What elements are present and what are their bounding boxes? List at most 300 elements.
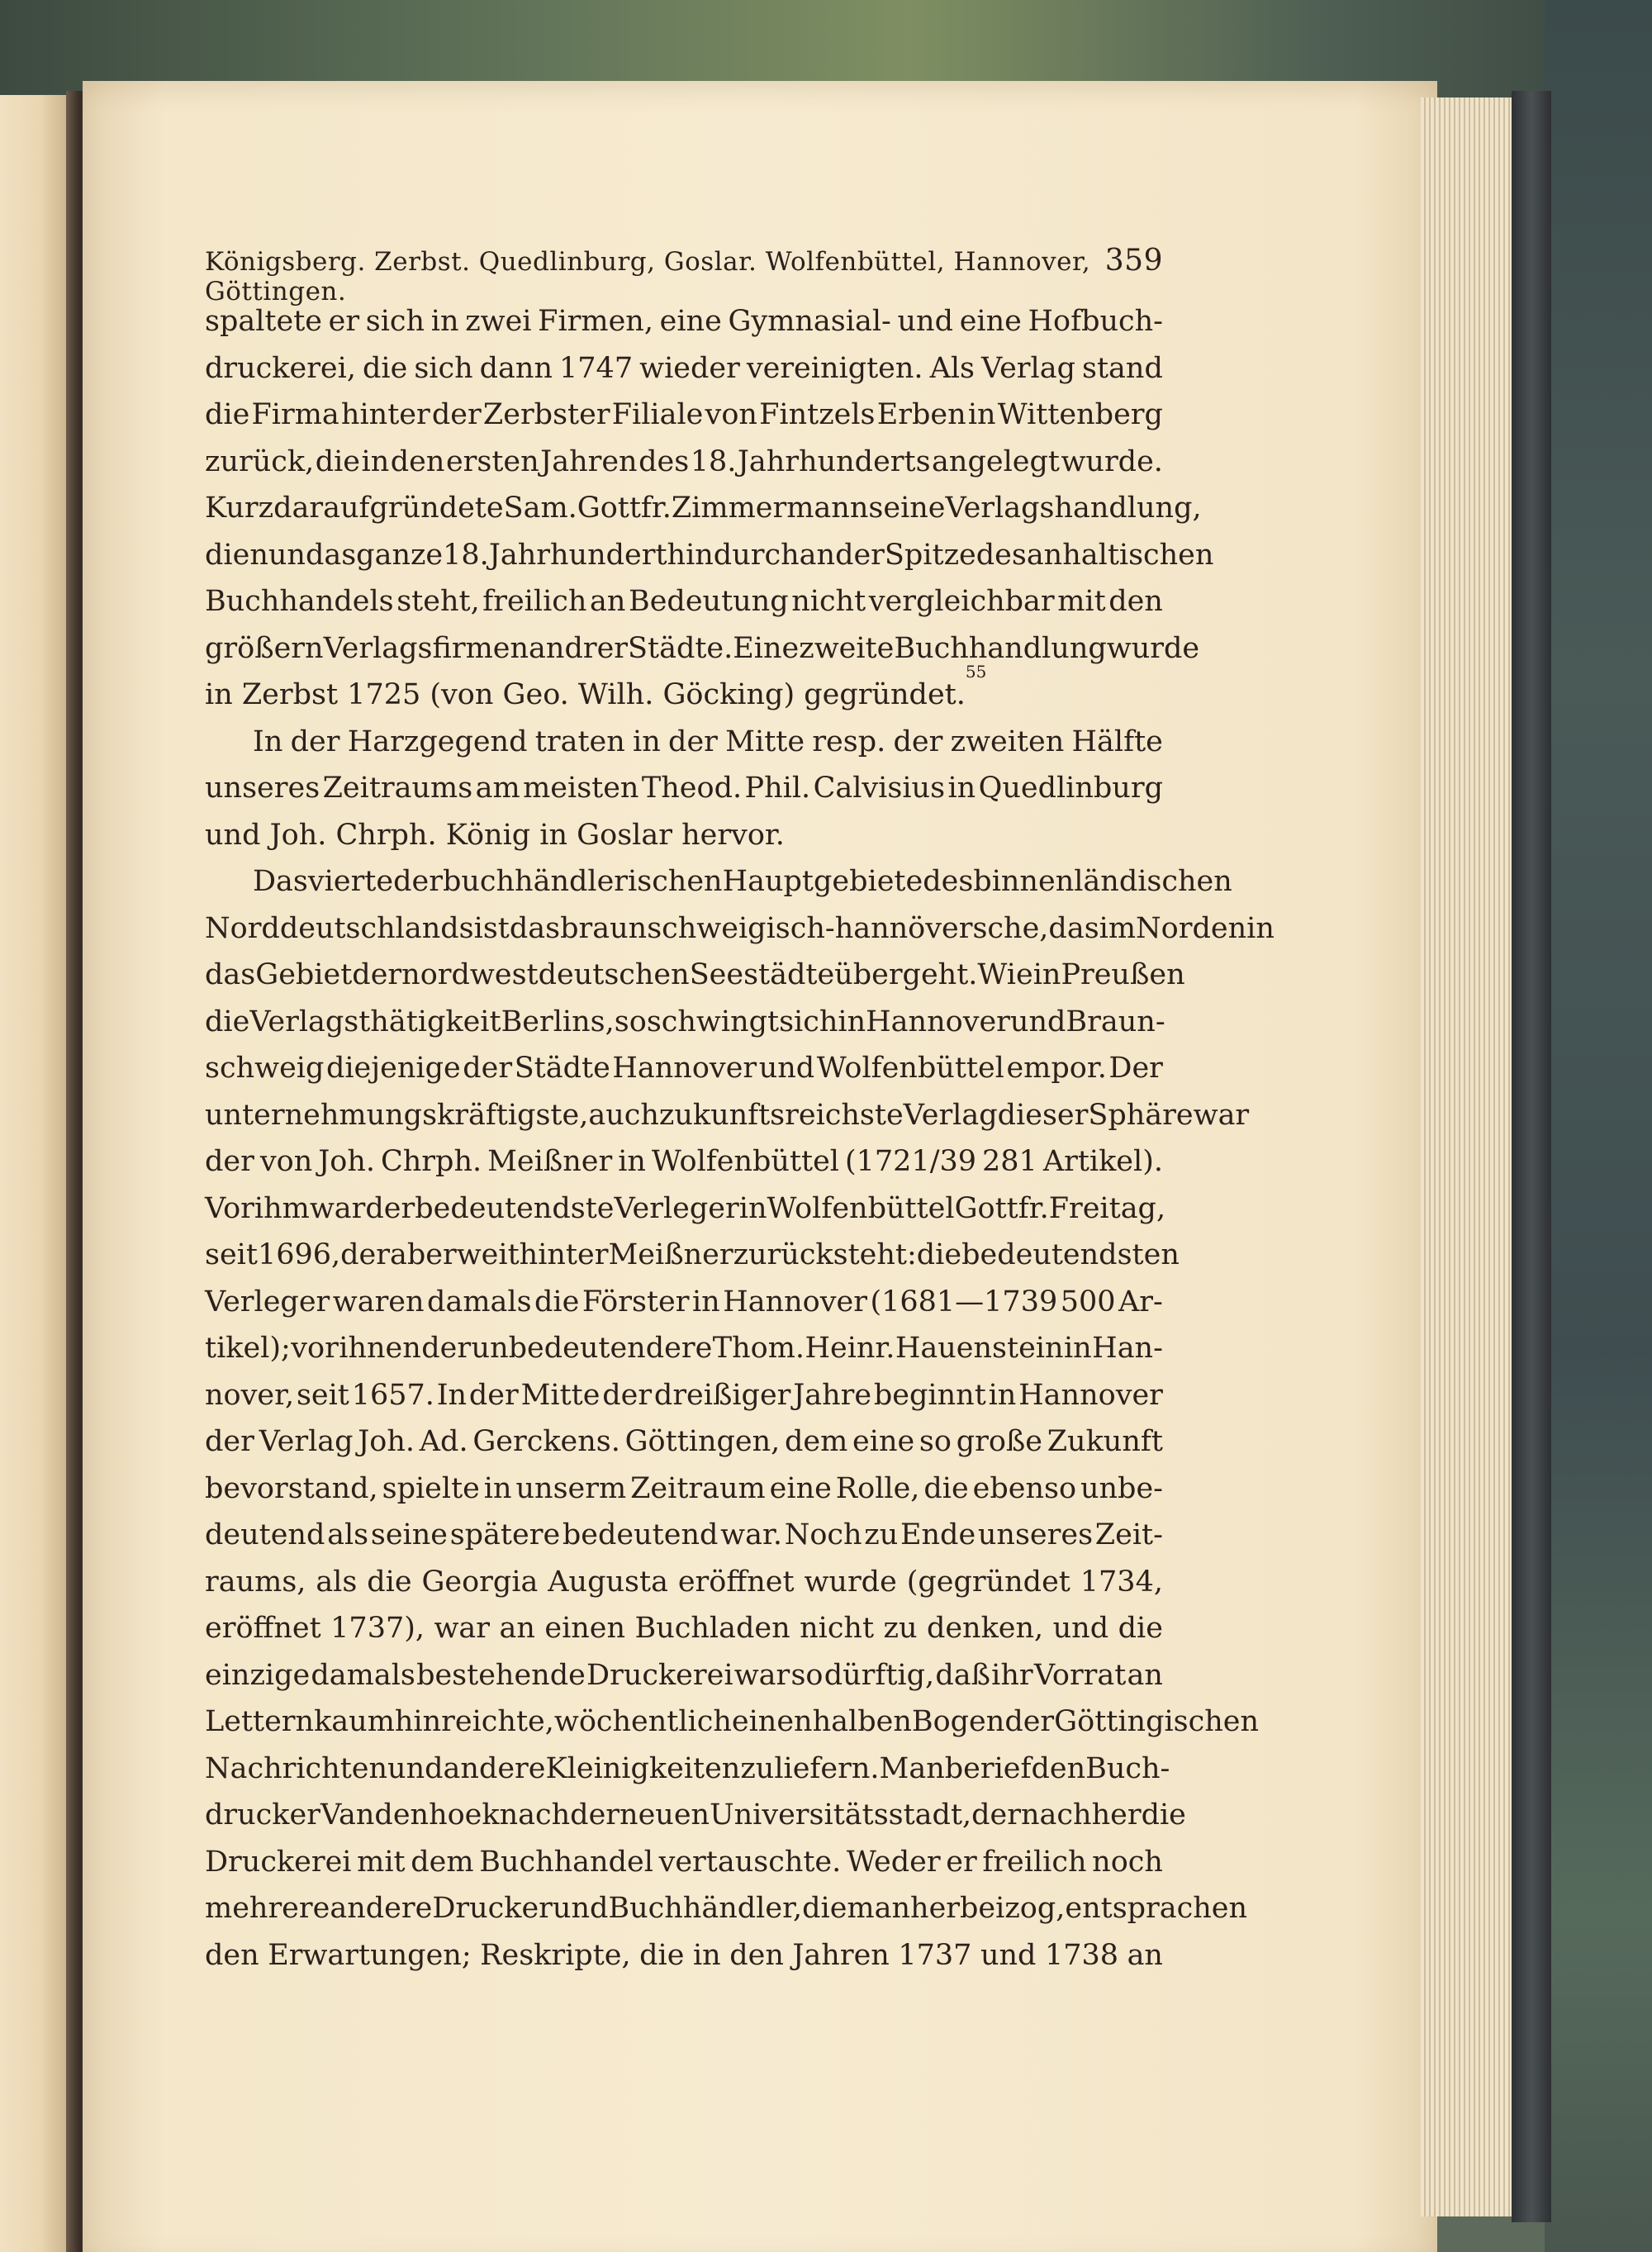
word: Zukunft — [1047, 1425, 1163, 1458]
word: Druckerei — [586, 1658, 733, 1692]
word: Thom. — [712, 1332, 805, 1365]
word: wurde — [1106, 631, 1200, 665]
word: Bedeutung — [628, 585, 789, 618]
word: der — [205, 1425, 254, 1458]
word: unseres — [205, 772, 320, 805]
text-line — [205, 1092, 1250, 1139]
word: Verlagsfirmen — [323, 631, 529, 665]
word: den — [390, 444, 445, 478]
word: zweite — [799, 631, 895, 665]
word: vierte — [307, 865, 394, 898]
word: Der — [1108, 1052, 1163, 1085]
word: meisten — [523, 772, 639, 805]
text-line — [205, 999, 1163, 1046]
word: Universitätsstadt, — [710, 1798, 972, 1832]
word: nach — [499, 1798, 571, 1832]
word: druckerei, — [205, 351, 356, 385]
word: Verlag — [981, 351, 1076, 385]
word: Wolfenbüttel — [767, 1191, 955, 1225]
word: empor. — [1006, 1052, 1107, 1085]
word: drucker — [205, 1798, 320, 1832]
word: wurde. — [1061, 444, 1163, 478]
word: der — [468, 1378, 519, 1412]
word: sich — [779, 1005, 838, 1038]
word: Sam. — [503, 492, 577, 525]
text-line — [205, 625, 1200, 672]
word: am — [475, 772, 520, 805]
word: bedeutend — [562, 1518, 719, 1551]
word: Verlag — [903, 1098, 998, 1132]
word: 18. — [690, 444, 737, 478]
word: Lettern — [205, 1705, 315, 1738]
word: eröffnet — [205, 1612, 321, 1645]
word: und — [980, 1938, 1037, 1972]
word: eröffnet — [677, 1565, 795, 1599]
word: 18. — [443, 538, 489, 572]
word: den — [205, 1938, 259, 1972]
word: Jahrhunderts — [737, 444, 931, 478]
word: Phil. — [744, 772, 811, 805]
word: eine — [959, 305, 1022, 338]
word: Hofbuch- — [1028, 305, 1163, 338]
word: die — [205, 538, 250, 572]
word: Fintzels — [759, 398, 876, 431]
word: in — [633, 725, 661, 758]
word: nicht — [800, 1612, 875, 1645]
word: Hannover — [1018, 1378, 1163, 1412]
word: zweiten — [950, 725, 1065, 758]
word: Zeitraum — [630, 1471, 766, 1505]
word: der — [393, 865, 443, 898]
word: Verlag — [259, 1425, 354, 1458]
word: bestehende — [416, 1658, 586, 1692]
word: zurücksteht: — [733, 1238, 917, 1271]
word: größern — [205, 631, 324, 665]
word: freilich — [482, 585, 587, 618]
word: war — [434, 1612, 491, 1645]
word: bevorstand, — [205, 1471, 378, 1505]
word: Vor — [205, 1191, 254, 1225]
word: schwingt — [646, 1005, 780, 1038]
word: nachher — [1021, 1798, 1142, 1832]
word: Reskripte, — [480, 1938, 631, 1972]
word: Theod. — [641, 772, 743, 805]
text-line — [205, 1279, 1163, 1326]
word: Göttingen, — [624, 1425, 781, 1458]
word: vertauschte. — [658, 1845, 842, 1879]
word: Firma — [251, 398, 339, 431]
word: Norddeutschlands — [205, 911, 474, 945]
word: Sphäre — [1088, 1098, 1194, 1132]
text-line — [205, 1792, 1186, 1839]
word: Das — [253, 865, 308, 898]
word: tikel); — [205, 1332, 291, 1365]
word: nicht — [791, 585, 866, 618]
text-line-content: und Joh. Chrph. König in Goslar hervor. — [205, 818, 785, 852]
word: auch — [588, 1098, 659, 1132]
word: in — [430, 305, 459, 338]
word: Städte. — [628, 631, 733, 665]
word: Hannover — [612, 1052, 757, 1085]
word: braunschweigisch-hannöversche, — [560, 911, 1049, 945]
word: die — [916, 1238, 962, 1271]
word: die — [205, 398, 250, 431]
text-line — [205, 905, 1275, 953]
word: Artikel). — [1042, 1145, 1163, 1178]
text-line — [205, 392, 1163, 439]
word: und — [758, 1052, 815, 1085]
word: aber — [390, 1238, 457, 1271]
facing-page-edge — [0, 95, 69, 2252]
text-line — [205, 1185, 1166, 1233]
word: Druckerei — [205, 1845, 352, 1879]
word: raums, — [205, 1565, 306, 1599]
word: Noch — [784, 1518, 862, 1551]
word: Seestädte — [689, 958, 835, 991]
word: in — [691, 1285, 720, 1318]
word: binnenländischen — [973, 865, 1232, 898]
word: 500 — [1060, 1285, 1116, 1318]
word: Verleger — [614, 1191, 739, 1225]
word: der — [668, 725, 718, 758]
text-line — [205, 1652, 1163, 1699]
word: Harzgegend — [347, 725, 528, 758]
word: freilich — [982, 1845, 1087, 1879]
text-line — [205, 765, 1163, 812]
word: als — [327, 1518, 369, 1551]
book-cover-edge — [1512, 91, 1551, 2222]
word: Mitte — [520, 1378, 601, 1412]
word: (1681—1739 — [870, 1285, 1058, 1318]
word: dem — [411, 1845, 474, 1879]
word: in — [692, 1938, 721, 1972]
word: Ende — [900, 1518, 976, 1551]
text-line — [205, 578, 1163, 625]
word: in — [738, 1191, 767, 1225]
word: Gottfr. — [954, 1191, 1049, 1225]
word: Gebiet — [255, 958, 353, 991]
word: des — [976, 538, 1027, 572]
word: Heinr. — [805, 1332, 895, 1365]
word: seine — [868, 492, 946, 525]
word: der — [893, 725, 943, 758]
background-cloth-right — [1545, 0, 1652, 2252]
word: Gymnasial- — [728, 305, 891, 338]
footnote-marker: 55 — [965, 662, 987, 682]
word: Zimmermann — [671, 492, 869, 525]
word: Bogen — [911, 1705, 1005, 1738]
text-line — [205, 858, 1232, 905]
word: der — [340, 1238, 390, 1271]
word: zu — [740, 1751, 775, 1785]
word: Calvisius — [813, 772, 946, 805]
text-line — [205, 952, 1185, 999]
word: hindurch — [667, 538, 800, 572]
word: Jahre — [793, 1378, 872, 1412]
word: Hauptgebiete — [722, 865, 923, 898]
word: den — [1108, 585, 1163, 618]
page-number: 359 — [1104, 244, 1163, 278]
text-line-content: in Zerbst 1725 (von Geo. Wilh. Göcking) gegründet. — [205, 678, 966, 711]
word: der — [421, 1332, 472, 1365]
word: Als — [929, 351, 976, 385]
word: 281 — [982, 1145, 1037, 1178]
word: Berlins, — [501, 1005, 615, 1038]
word: Joh. — [318, 1145, 375, 1178]
word: Jahren — [540, 444, 638, 478]
word: an — [799, 538, 836, 572]
word: Han- — [1092, 1332, 1163, 1365]
word: die — [923, 1471, 969, 1505]
word: in — [1032, 958, 1061, 991]
word: Gerckens. — [472, 1425, 620, 1458]
word: den — [729, 1938, 784, 1972]
text-line — [205, 1699, 1260, 1746]
word: das — [305, 538, 357, 572]
text-line — [205, 1325, 1163, 1372]
word: die — [205, 1005, 250, 1038]
word: der — [352, 958, 402, 991]
text-line — [205, 1885, 1248, 1932]
word: einen — [731, 1705, 813, 1738]
word: wurde — [804, 1565, 897, 1599]
word: vergleichbar — [868, 585, 1055, 618]
word: damals — [311, 1658, 415, 1692]
word: hinreichte, — [394, 1705, 554, 1738]
word: ihr — [991, 1658, 1033, 1692]
word: Buch- — [1085, 1751, 1170, 1785]
word: 1734, — [1080, 1565, 1163, 1599]
text-line — [205, 1932, 1163, 1979]
word: Mitte — [725, 725, 805, 758]
word: er — [328, 305, 360, 338]
word: Buchhandel — [479, 1845, 653, 1879]
word: Drucker — [432, 1892, 553, 1925]
word: Rolle, — [835, 1471, 920, 1505]
word: Eine — [733, 631, 800, 665]
word: bedeutendsten — [961, 1238, 1180, 1271]
word: an — [589, 585, 626, 618]
word: Augusta — [548, 1565, 668, 1599]
word: dieser — [997, 1098, 1089, 1132]
word: so — [614, 1005, 647, 1038]
word: eine — [852, 1425, 915, 1458]
text-line — [205, 485, 1202, 532]
word: Hannover — [866, 1005, 1010, 1038]
word: den — [1031, 1751, 1086, 1785]
word: die — [1141, 1798, 1186, 1832]
word: der — [570, 1798, 620, 1832]
word: mit — [357, 1845, 406, 1879]
word: Buchhandlung — [894, 631, 1107, 665]
word: Ad. — [419, 1425, 468, 1458]
word: mehrere — [205, 1892, 330, 1925]
word: die — [362, 351, 408, 385]
text-line — [205, 719, 1163, 766]
word: Hälfte — [1071, 725, 1163, 758]
word: eine — [769, 1471, 832, 1505]
word: Wie — [977, 958, 1033, 991]
text-line — [205, 812, 1163, 859]
word: gründete — [369, 492, 504, 525]
text-line — [205, 1559, 1163, 1606]
word: beginnt — [873, 1378, 986, 1412]
running-head-title: Königsberg. Zerbst. Quedlinburg, Goslar. Wolfenbüttel, Hannover, Göttingen. — [205, 247, 1091, 306]
word: andere — [443, 1751, 546, 1785]
word: zwei — [465, 305, 532, 338]
text-line — [205, 1605, 1163, 1652]
word: in — [1063, 1332, 1092, 1365]
word: seit — [296, 1378, 349, 1412]
text-line — [205, 439, 1163, 486]
word: in — [988, 1378, 1017, 1412]
word: andrer — [529, 631, 629, 665]
word: 1738 — [1044, 1938, 1119, 1972]
word: der — [971, 1798, 1022, 1832]
word: Verlagshandlung, — [945, 492, 1202, 525]
word: Erwartungen; — [268, 1938, 472, 1972]
word: In — [253, 725, 283, 758]
word: damals — [427, 1285, 532, 1318]
text-line — [205, 1138, 1163, 1185]
word: 1737), — [330, 1612, 425, 1645]
word: Filiale — [611, 398, 704, 431]
word: die — [534, 1285, 580, 1318]
word: zu — [864, 1518, 899, 1551]
word: und — [897, 305, 954, 338]
word: Ar- — [1118, 1285, 1163, 1318]
word: halben — [812, 1705, 912, 1738]
word: kaum — [314, 1705, 395, 1738]
word: 1747 — [559, 351, 634, 385]
word: die — [802, 1892, 847, 1925]
page-text-block — [205, 244, 1275, 1979]
word: Vandenhoek — [320, 1798, 500, 1832]
word: Wittenberg — [997, 398, 1163, 431]
word: zukunftsreichste — [658, 1098, 904, 1132]
word: der — [290, 725, 340, 758]
word: vereinigten. — [746, 351, 923, 385]
word: Spitze — [884, 538, 976, 572]
word: in — [483, 1471, 512, 1505]
word: nover, — [205, 1378, 295, 1412]
word: anhaltischen — [1026, 538, 1214, 572]
text-line — [205, 298, 1163, 345]
word: dem — [785, 1425, 848, 1458]
word: als — [316, 1565, 358, 1599]
word: von — [259, 1145, 313, 1178]
word: 1657. — [351, 1378, 434, 1412]
word: berief — [944, 1751, 1032, 1785]
word: an — [499, 1612, 535, 1645]
word: Zerbster — [482, 398, 610, 431]
text-line — [205, 1418, 1163, 1466]
word: dreißiger — [653, 1378, 791, 1412]
word: waren — [332, 1285, 425, 1318]
word: in — [618, 1145, 646, 1178]
word: 1696, — [257, 1238, 341, 1271]
word: der — [205, 1145, 254, 1178]
word: (gegründet — [906, 1565, 1070, 1599]
word: bedeutendste — [415, 1191, 615, 1225]
word: Hauenstein — [895, 1332, 1064, 1365]
word: darauf — [273, 492, 370, 525]
body-text — [205, 298, 1275, 1979]
word: das — [509, 911, 561, 945]
word: und — [552, 1892, 609, 1925]
word: Zeit- — [1094, 1518, 1163, 1551]
word: Verleger — [205, 1285, 330, 1318]
running-head — [205, 244, 1163, 306]
word: in — [361, 444, 390, 478]
word: Buchhändler, — [608, 1892, 803, 1925]
word: in — [1246, 911, 1275, 945]
word: Buchhandels — [205, 585, 394, 618]
word: ihm — [254, 1191, 310, 1225]
word: so — [790, 1658, 824, 1692]
word: war. — [720, 1518, 782, 1551]
word: unbe- — [1080, 1471, 1163, 1505]
word: die — [367, 1565, 412, 1599]
word: spielte — [382, 1471, 480, 1505]
word: Wolfenbüttel — [816, 1052, 1004, 1085]
word: die — [315, 444, 361, 478]
word: Hannover — [723, 1285, 867, 1318]
word: dann — [479, 351, 553, 385]
word: Förster — [582, 1285, 690, 1318]
word: die — [639, 1938, 685, 1972]
word: der — [431, 398, 482, 431]
word: andere — [330, 1892, 433, 1925]
word: neuen — [620, 1798, 710, 1832]
word: Jahrhundert — [488, 538, 667, 572]
word: und — [1009, 1005, 1066, 1038]
word: vor — [291, 1332, 339, 1365]
word: Buchladen — [634, 1612, 790, 1645]
word: denken, — [926, 1612, 1044, 1645]
word: Preußen — [1061, 958, 1185, 991]
text-line — [205, 1232, 1180, 1279]
word: der — [463, 1052, 513, 1085]
page-stack-edge — [1421, 97, 1515, 2216]
word: hinter — [340, 398, 430, 431]
word: In — [436, 1378, 468, 1412]
word: an — [1127, 1658, 1163, 1692]
text-line — [205, 1372, 1163, 1419]
word: spaltete — [205, 305, 322, 338]
text-line — [205, 345, 1163, 392]
word: nordwestdeutschen — [401, 958, 690, 991]
word: der — [1004, 1705, 1055, 1738]
text-line — [205, 1045, 1163, 1092]
word: unserm — [515, 1471, 627, 1505]
word: buchhändlerischen — [442, 865, 723, 898]
word: Gottfr. — [577, 492, 672, 525]
word: das — [1048, 911, 1099, 945]
word: ist — [473, 911, 510, 945]
word: Kurz — [205, 492, 274, 525]
word: Vorrat — [1033, 1658, 1127, 1692]
word: übergeht. — [834, 958, 978, 991]
word: der — [365, 1191, 415, 1225]
word: in — [838, 1005, 866, 1038]
word: hinter — [519, 1238, 609, 1271]
word: resp. — [812, 725, 886, 758]
word: steht, — [396, 585, 480, 618]
word: in — [967, 398, 996, 431]
word: unseres — [977, 1518, 1094, 1551]
word: der — [602, 1378, 653, 1412]
